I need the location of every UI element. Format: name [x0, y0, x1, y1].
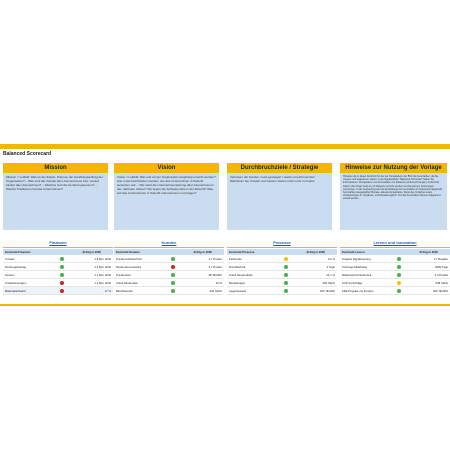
kpi-value: 17 % — [104, 288, 111, 293]
table-row[interactable] — [340, 287, 450, 295]
mission-header: Mission — [3, 163, 108, 173]
table-row[interactable] — [340, 255, 450, 263]
kpi-name: Durchlaufzeit — [229, 264, 246, 269]
bottom-accent-bar — [0, 304, 450, 306]
table-row[interactable] — [340, 271, 450, 279]
yellow-status-icon — [284, 257, 288, 261]
strategy-text[interactable]: Vertrauen der Kunden muss gesteigert / wieder erreicht werden! Wachstum bei Umsatz und Gewinn stehen nicht mehr im Fokus. — [230, 175, 316, 183]
table-row[interactable] — [227, 279, 337, 287]
green-status-icon — [60, 257, 64, 261]
panel-header-lernen — [340, 249, 450, 255]
vision-text[interactable]: Vision = Leitbild: Was soll mit der Organisation langfristig erreicht werden? Hier muss beschrieben werden, wie das Unternehmen in Zukunft aussehen soll. – Wie sieht die Unternehmensleitung das Unternehmen in den nächsten Jahren? Wo liegen die Schwerpunkte in der Zukunft? Was soll das Unternehmen in Zukunft unternehmen und prägen? — [117, 175, 216, 195]
kpi-value: 17 Projekte — [433, 256, 448, 261]
green-status-icon — [284, 281, 288, 285]
hints-header: Hinweise zur Nutzung der Vorlage — [340, 163, 447, 173]
kpi-name: KVP-Vorschläge — [342, 280, 363, 285]
status-indicator — [280, 273, 293, 277]
kpi-name: Mitarbeiterzufriedenheit — [342, 272, 372, 277]
green-status-icon — [284, 265, 288, 269]
status-indicator — [56, 281, 69, 285]
status-indicator — [393, 289, 406, 293]
green-status-icon — [397, 273, 401, 277]
kpi-value: 3,7 Punkte — [208, 264, 222, 269]
table-row[interactable] — [114, 271, 224, 279]
status-indicator — [393, 281, 406, 285]
panel-kunden — [114, 239, 224, 303]
red-status-icon — [60, 281, 64, 285]
vision-box — [114, 163, 219, 230]
green-status-icon — [171, 289, 175, 293]
panel-header-finanzen — [3, 249, 113, 255]
kpi-value: 1,1 Mio. EUR — [94, 272, 111, 277]
hints-text[interactable]: Hinweise die in dieser Abschnitt für die vier Perspektiven der BSC die Kennzahlen, die Sie messen und analysieren wollen. In der Registerkarte "Balanced Scorecard" haben Sie Informationen: Perspektiven und Kennzahlen von Zielwerte (Vorberechnungen), Fortschritt, Istwert. Die Ampel zeigt an, ob Zielwerte erreicht wurden und Sie können Änderungen vornehmen. In der Auswertung wird die Entwicklung der Kennzahlen im Zeitverlauf dargestellt. Kennzahlen ausgewählter Monate, aktuelle Ampelstatus, Werte des Vorjahres sowie Veränderungen im Vorjahres- und Monatsvergleich. Für alle Kennzahlen können Diagramme erstellt werden. — [343, 175, 443, 201]
panel-finanzen — [3, 239, 113, 303]
kpi-name: F&E Projekte mit Kunden — [342, 288, 374, 293]
table-row[interactable] — [3, 287, 113, 295]
status-indicator — [56, 257, 69, 261]
column-header-erfolg: Erfolg in 2020 — [419, 250, 438, 254]
strategy-box — [227, 163, 332, 230]
kpi-name: Kundenwert — [116, 272, 131, 277]
panel-header-kunden — [114, 249, 224, 255]
column-header-erfolg: Erfolg in 2020 — [306, 250, 325, 254]
table-row[interactable] — [3, 271, 113, 279]
green-status-icon — [60, 265, 64, 269]
table-row[interactable] — [114, 279, 224, 287]
panel-title-prozesse: Prozesse — [227, 239, 337, 248]
status-indicator — [167, 289, 180, 293]
green-status-icon — [60, 273, 64, 277]
kpi-value: 21,1 % — [326, 272, 335, 277]
column-header-kennzahl: Kennzahl Finanzen — [5, 250, 31, 254]
green-status-icon — [171, 273, 175, 277]
table-row[interactable] — [114, 287, 224, 295]
kpi-name: Projekte Digitalisierung — [342, 256, 371, 261]
panel-lernen — [340, 239, 450, 303]
panel-title-finanzen: Finanzen — [3, 239, 113, 248]
kpi-name: Deckungsbeitrag — [5, 264, 26, 269]
table-row[interactable] — [114, 255, 224, 263]
kpi-name: Anteil Neukunden — [116, 280, 139, 285]
status-indicator — [393, 273, 406, 277]
kpi-value: 4 Tage — [326, 264, 335, 269]
table-row[interactable] — [3, 279, 113, 287]
panel-prozesse — [227, 239, 337, 303]
panel-title-kunden: Kunden — [114, 239, 224, 248]
strategy-header: Durchbruchziele / Strategie — [227, 163, 332, 173]
kpi-name: Materialaufwand — [5, 288, 26, 293]
column-header-kennzahl: Kennzahl Lernen — [342, 250, 365, 254]
mission-text[interactable]: Mission = Leitbild: Was ist der Zweck, Purpose der Handlungsauftrag der Organisation? – Was sind die Vorteile des Unternehmens bzw. worauf basiert das Unternehmen? – Welches sind die Kernkompetenzen? – Welche Traditionen hat das Unternehmen? — [6, 175, 103, 191]
column-header-kennzahl: Kennzahl Prozesse — [229, 250, 255, 254]
kpi-value: 4,7 Punkte — [208, 256, 222, 261]
green-status-icon — [284, 289, 288, 293]
kpi-name: Trainings Mitarbeiter — [342, 264, 368, 269]
kpi-value: 0,2 % — [327, 256, 335, 261]
status-indicator — [56, 289, 69, 293]
kpi-value: 1,2 Mio. EUR — [94, 280, 111, 285]
table-row[interactable] — [227, 271, 337, 279]
yellow-status-icon — [397, 281, 401, 285]
table-row[interactable] — [114, 263, 224, 271]
status-indicator — [393, 265, 406, 269]
table-row[interactable] — [340, 279, 450, 287]
status-indicator — [56, 273, 69, 277]
kpi-value: 548 Stück — [435, 280, 448, 285]
kpi-name: Fehlerrate — [229, 256, 242, 261]
green-status-icon — [171, 257, 175, 261]
panel-title-lernen: Lernen und Innovation — [340, 239, 450, 248]
status-indicator — [167, 257, 180, 261]
status-indicator — [280, 257, 293, 261]
column-header-kennzahl: Kennzahl Kunden — [116, 250, 140, 254]
status-indicator — [167, 273, 180, 277]
kpi-name: Beschwerden — [116, 288, 133, 293]
status-indicator — [280, 289, 293, 293]
status-indicator — [167, 265, 180, 269]
panel-header-prozesse — [227, 249, 337, 255]
kpi-value: 200 Stück — [209, 288, 222, 293]
table-row[interactable] — [3, 255, 113, 263]
green-status-icon — [284, 273, 288, 277]
kpi-value: 1,4 Mio. EUR — [94, 264, 111, 269]
status-indicator — [393, 257, 406, 261]
kpi-value: 3200 Tage — [434, 264, 448, 269]
kpi-value: 19 % — [215, 280, 222, 285]
kpi-name: Neukundenzuwachs — [116, 264, 142, 269]
green-status-icon — [171, 281, 175, 285]
green-status-icon — [397, 257, 401, 261]
red-status-icon — [171, 265, 175, 269]
kpi-value: 300 Stück — [322, 280, 335, 285]
red-status-icon — [60, 289, 64, 293]
mission-box — [3, 163, 108, 230]
kpi-value: 1,8 Mio. EUR — [94, 256, 111, 261]
kpi-name: Anteil Neuprodukte — [229, 272, 253, 277]
kpi-name: Umlaufvermögen — [5, 280, 27, 285]
column-header-erfolg: Erfolg in 2020 — [82, 250, 101, 254]
green-status-icon — [397, 289, 401, 293]
status-indicator — [56, 265, 69, 269]
column-header-erfolg: Erfolg in 2020 — [193, 250, 212, 254]
vision-header: Vision — [114, 163, 219, 173]
kpi-name: Kundenzufriedenheit — [116, 256, 142, 261]
kpi-name: Umsatz — [5, 256, 15, 261]
kpi-name: Bestellungen — [229, 280, 246, 285]
table-row[interactable] — [227, 263, 337, 271]
kpi-name: Gewinn — [5, 272, 15, 277]
table-row[interactable] — [340, 263, 450, 271]
table-row[interactable] — [227, 287, 337, 295]
table-row[interactable] — [3, 263, 113, 271]
status-indicator — [280, 281, 293, 285]
kpi-value: 200 TEURO — [432, 288, 448, 293]
status-indicator — [167, 281, 180, 285]
kpi-value: 48 TEURO — [208, 272, 222, 277]
table-row[interactable] — [227, 255, 337, 263]
status-indicator — [280, 265, 293, 269]
page-title: Balanced Scorecard — [3, 151, 52, 157]
kpi-value: 2,4 Punkte — [434, 272, 448, 277]
hints-box — [340, 163, 447, 230]
green-status-icon — [397, 265, 401, 269]
kpi-value: 420 TEURO — [319, 288, 335, 293]
kpi-name: Lagerbestand — [229, 288, 247, 293]
